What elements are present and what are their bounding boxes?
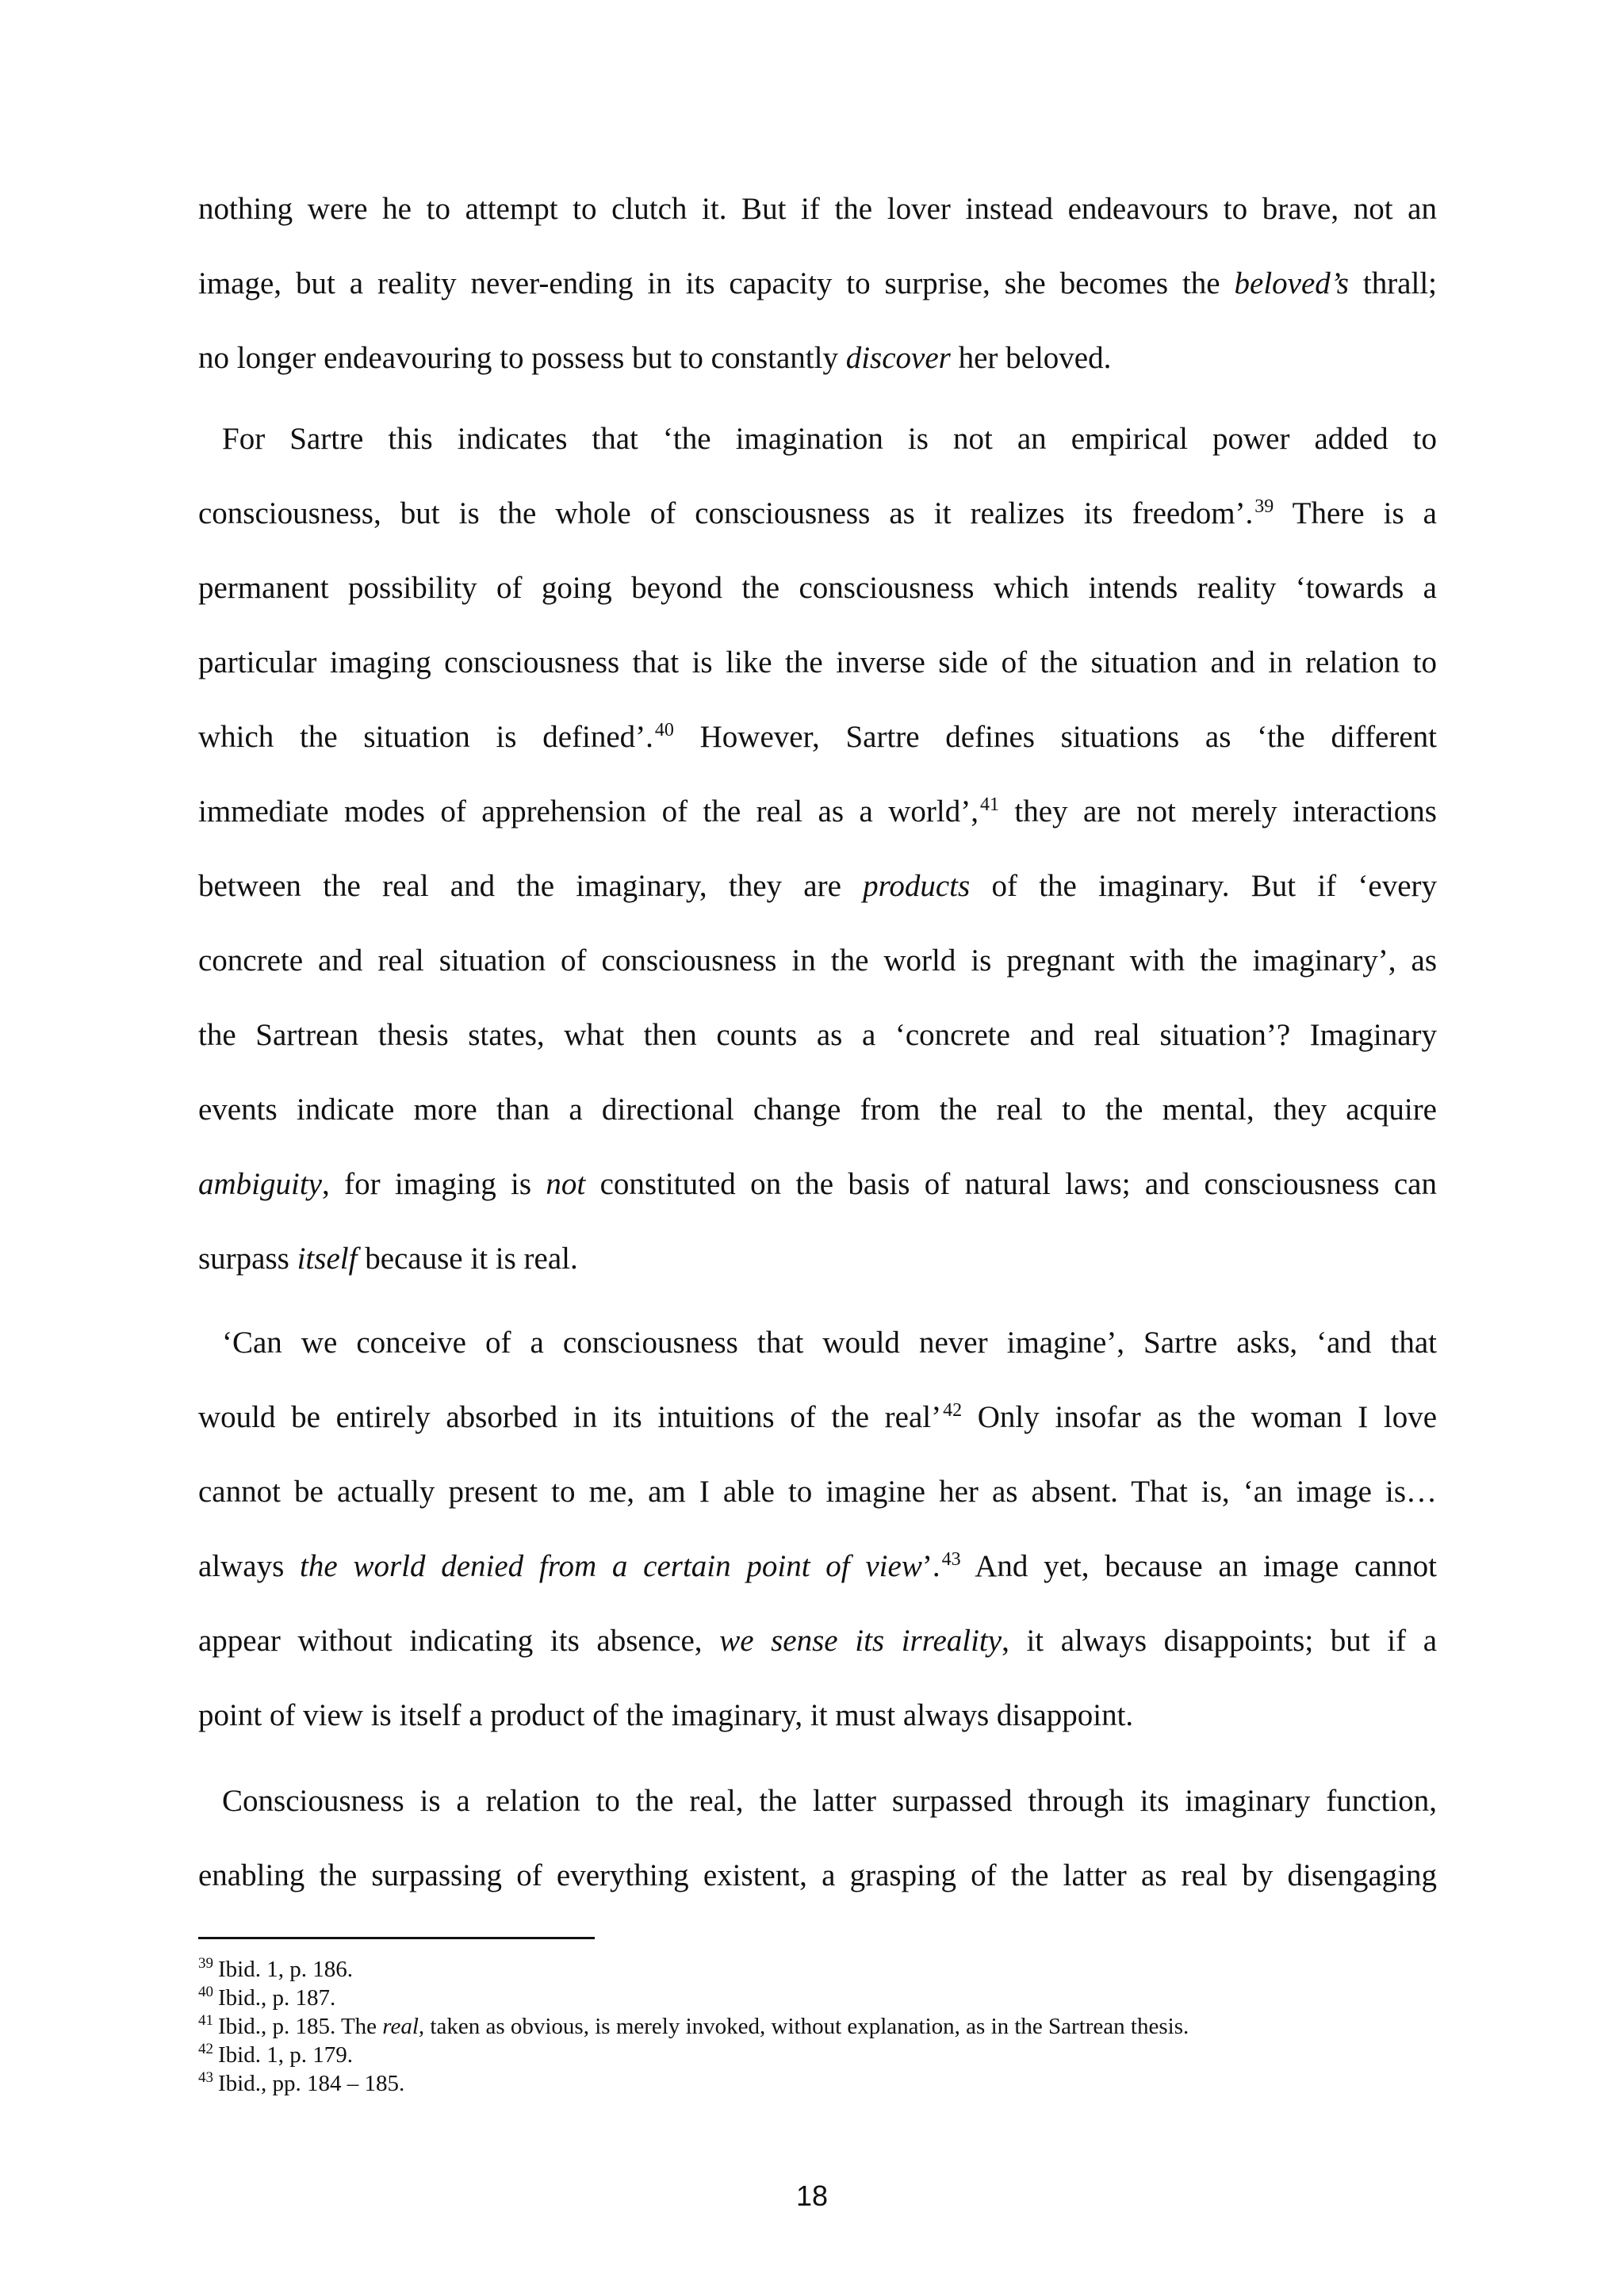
text-run: , for imaging is [321, 1167, 546, 1201]
footnote [198, 2069, 404, 2098]
footnote [198, 1955, 353, 1984]
text-line [198, 1529, 1437, 1605]
text-line [198, 699, 1437, 775]
text-run: the Sartrean thesis states, what then counts as a ‘concrete and real situation’? Imaginary [198, 1018, 1437, 1052]
text-run: between the real and the imaginary, they are [198, 869, 864, 903]
text-run: because it is real. [357, 1242, 578, 1276]
text-line [198, 848, 1437, 924]
text-line [198, 171, 1437, 247]
footnote-separator [198, 1937, 595, 1939]
text-run: Ibid. 1, p. 179. [218, 2042, 353, 2068]
text-run: consciousness, but is the whole of consciousness as it realizes its freedom’. [198, 496, 1254, 530]
text-line [198, 1763, 1437, 1839]
footnote [198, 2012, 1189, 2041]
italic-text: real [382, 2014, 419, 2039]
italic-text: we sense its irreality [719, 1624, 1002, 1658]
text-run: , it always disappoints; but if a [1002, 1624, 1438, 1658]
text-line [198, 1305, 1437, 1381]
text-line [198, 320, 1437, 396]
text-line [198, 1678, 1437, 1754]
text-line [198, 1072, 1437, 1148]
footnote-number: 41 [198, 2012, 213, 2029]
text-run: Ibid., p. 185. The [218, 2014, 383, 2039]
text-run: ’. [921, 1549, 940, 1583]
text-line [198, 774, 1437, 850]
text-line [198, 246, 1437, 322]
text-line [198, 997, 1437, 1073]
italic-text: not [546, 1167, 586, 1201]
text-line [198, 1146, 1437, 1223]
footnote-reference: 39 [1254, 496, 1274, 517]
italic-text: the world denied from a certain point of view [300, 1549, 922, 1583]
text-line [198, 401, 1437, 477]
footnote-reference: 43 [941, 1549, 961, 1570]
text-run: Consciousness is a relation to the real, the latter surpassed through its imaginary function, [222, 1784, 1437, 1818]
text-run: However, Sartre defines situations as ‘the different [673, 720, 1438, 754]
text-run: For Sartre this indicates that ‘the imagination is not an empirical power added to [222, 422, 1437, 456]
text-line [198, 476, 1437, 552]
text-run: image, but a reality never-ending in its capacity to surprise, she becomes the [198, 266, 1235, 300]
text-run: point of view is itself a product of the imaginary, it must always disappoint. [198, 1698, 1134, 1732]
footnote-number: 42 [198, 2041, 213, 2057]
italic-text: products [863, 869, 971, 903]
text-run: enabling the surpassing of everything existent, a grasping of the latter as real by disengaging [198, 1858, 1437, 1892]
footnote-reference: 41 [979, 794, 999, 815]
italic-text: ambiguity [198, 1167, 322, 1201]
text-run: no longer endeavouring to possess but to constantly [198, 341, 846, 375]
text-run: Ibid., pp. 184 – 185. [218, 2071, 405, 2096]
text-run: , taken as obvious, is merely invoked, without explanation, as in the Sartrean thesis. [418, 2014, 1189, 2039]
italic-text: itself [297, 1242, 358, 1276]
text-run: Ibid., p. 187. [218, 1985, 336, 2011]
text-run: which the situation is defined’. [198, 720, 653, 754]
footnote-number: 40 [198, 1984, 213, 2000]
text-line [198, 1454, 1437, 1530]
text-run: nothing were he to attempt to clutch it. But if the lover instead endeavours to brave, not an [198, 192, 1437, 226]
text-run: thrall; [1348, 266, 1438, 300]
text-run: immediate modes of apprehension of the real as a world’, [198, 794, 979, 828]
text-run: There is a [1274, 496, 1437, 530]
text-run: permanent possibility of going beyond the consciousness which intends reality ‘towards a [198, 571, 1437, 605]
text-line [198, 625, 1437, 701]
text-run: And yet, because an image cannot [960, 1549, 1437, 1583]
text-run: appear without indicating its absence, [198, 1624, 720, 1658]
text-run: they are not merely interactions [998, 794, 1437, 828]
text-run: Ibid. 1, p. 186. [218, 1957, 353, 1982]
text-run: constituted on the basis of natural laws; and consciousness can [585, 1167, 1437, 1201]
text-run: events indicate more than a directional change from the real to the mental, they acquire [198, 1093, 1437, 1127]
text-run: concrete and real situation of consciousness in the world is pregnant with the imaginary’, as [198, 943, 1437, 978]
text-run: cannot be actually present to me, am I able to imagine her as absent. That is, ‘an image is… [198, 1475, 1437, 1509]
footnote [198, 1984, 335, 2012]
text-run: always [198, 1549, 301, 1583]
text-run: of the imaginary. But if ‘every [970, 869, 1437, 903]
text-line [198, 923, 1437, 999]
italic-text: discover [845, 341, 951, 375]
text-line [198, 1603, 1437, 1679]
footnote-reference: 40 [654, 720, 674, 740]
footnote-reference: 42 [943, 1400, 963, 1421]
page-number: 18 [795, 2179, 829, 2212]
text-line [198, 1221, 1437, 1297]
text-run: ‘Can we conceive of a consciousness that would never imagine’, Sartre asks, ‘and that [222, 1326, 1437, 1360]
text-line [198, 550, 1437, 626]
italic-text: beloved’s [1234, 266, 1349, 300]
text-run: surpass [198, 1242, 297, 1276]
text-run: would be entirely absorbed in its intuitions of the real’ [198, 1400, 942, 1434]
footnote-number: 43 [198, 2069, 213, 2086]
footnote-number: 39 [198, 1955, 213, 1972]
text-run: her beloved. [950, 341, 1112, 375]
footnote [198, 2041, 353, 2069]
text-line [198, 1380, 1437, 1456]
text-run: Only insofar as the woman I love [962, 1400, 1438, 1434]
text-run: particular imaging consciousness that is like the inverse side of the situation and in relation to [198, 645, 1437, 679]
text-line [198, 1838, 1437, 1914]
